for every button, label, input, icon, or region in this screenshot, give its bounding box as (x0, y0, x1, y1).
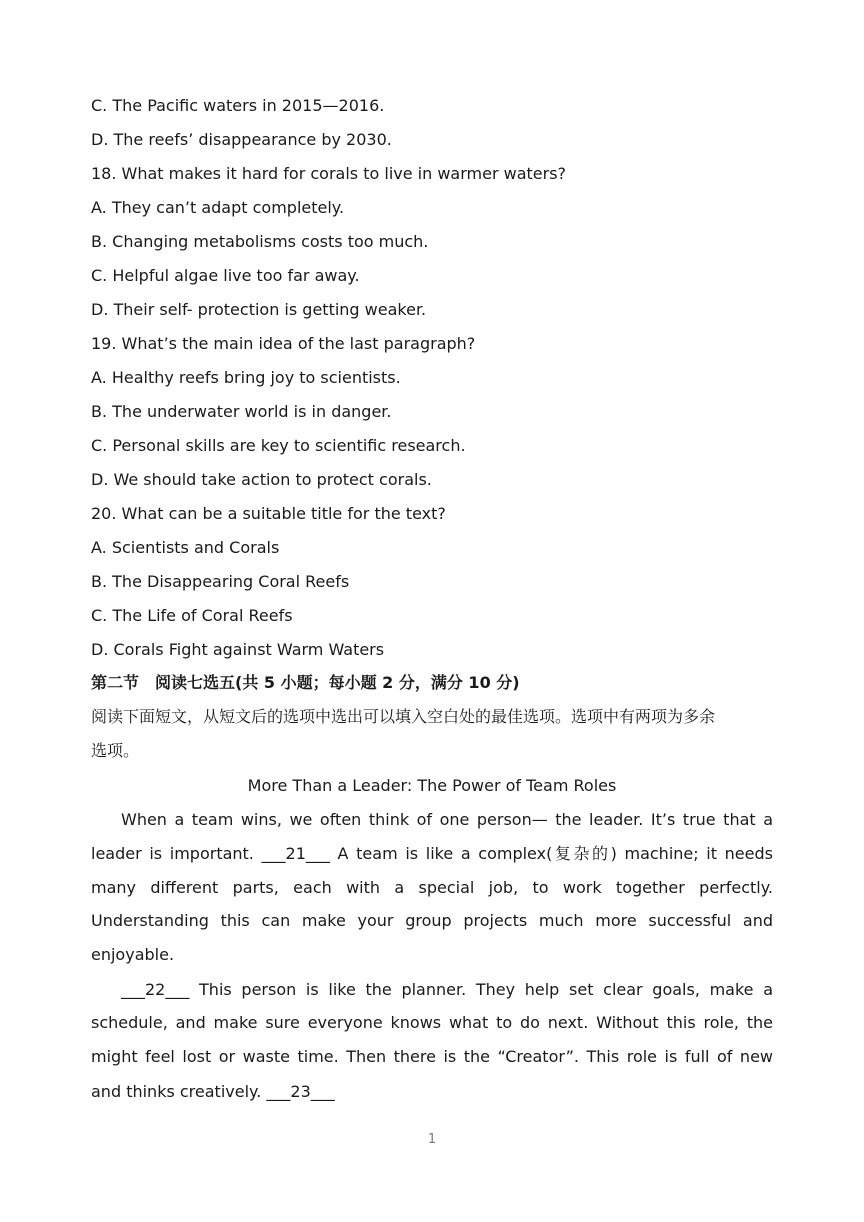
option-line: A. Scientists and Corals (91, 538, 280, 557)
paragraph-line: schedule, and make sure everyone knows what to do next. Without this role, the (91, 1013, 773, 1032)
option-line: D. The reefs’ disappearance by 2030. (91, 130, 392, 149)
option-line: B. The underwater world is in danger. (91, 402, 392, 421)
section-heading: 第二节 阅读七选五(共 5 小题；每小题 2 分，满分 10 分) (91, 673, 520, 692)
instruction-line: 阅读下面短文，从短文后的选项中选出可以填入空白处的最佳选项。选项中有两项为多余 (91, 707, 716, 726)
option-line: B. The Disappearing Coral Reefs (91, 572, 350, 591)
question-line: 18. What makes it hard for corals to live in warmer waters? (91, 164, 567, 183)
instruction-line: 选项。 (91, 741, 140, 760)
paragraph-line: Understanding this can make your group projects much more successful and (91, 911, 773, 930)
option-line: C. The Life of Coral Reefs (91, 606, 293, 625)
option-line: C. Helpful algae live too far away. (91, 266, 360, 285)
paragraph-line: When a team wins, we often think of one person— the leader. It’s true that a (121, 810, 773, 829)
page-number: 1 (427, 1132, 437, 1147)
option-line: A. They can’t adapt completely. (91, 198, 345, 217)
option-line: C. Personal skills are key to scientific research. (91, 436, 466, 455)
paragraph-line: leader is important. ___21___ A team is like a complex(复杂的) machine; it needs (91, 844, 773, 863)
option-line: D. Their self- protection is getting weaker. (91, 300, 427, 319)
option-line: C. The Pacific waters in 2015—2016. (91, 96, 385, 115)
paragraph-line: enjoyable. (91, 945, 175, 964)
passage-title: More Than a Leader: The Power of Team Roles (247, 776, 617, 795)
paragraph-line: ___22___ This person is like the planner. They help set clear goals, make a (121, 980, 773, 999)
option-line: B. Changing metabolisms costs too much. (91, 232, 429, 251)
option-line: D. We should take action to protect corals. (91, 470, 432, 489)
paragraph-line: might feel lost or waste time. Then there is the “Creator”. This role is full of new (91, 1047, 773, 1066)
paragraph-line: and thinks creatively. ___23___ (91, 1082, 335, 1101)
paragraph-line: many different parts, each with a special job, to work together perfectly. (91, 878, 773, 897)
option-line: A. Healthy reefs bring joy to scientists. (91, 368, 401, 387)
question-line: 20. What can be a suitable title for the text? (91, 504, 446, 523)
question-line: 19. What’s the main idea of the last paragraph? (91, 334, 476, 353)
option-line: D. Corals Fight against Warm Waters (91, 640, 385, 659)
